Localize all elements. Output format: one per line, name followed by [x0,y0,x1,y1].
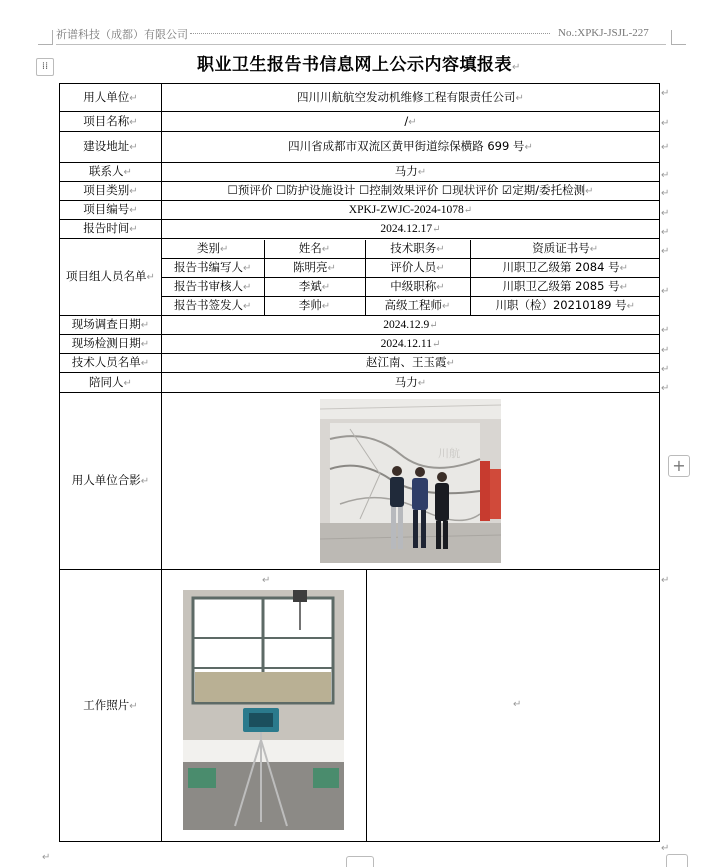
value-project-type: ☐预评价 ☐防护设施设计 ☐控制效果评价 ☐现状评价 ☑定期/委托检测↵ [162,182,660,201]
checkbox-status-eval[interactable]: ☐现状评价 [441,183,499,197]
work-photo[interactable] [183,590,344,830]
row-project-no [60,201,660,220]
label-work-photos: 工作照片↵ [60,570,162,842]
row-end-mark: ↵ [661,227,670,238]
value-test-date[interactable]: 2024.12.11↵ [162,335,660,354]
member-role[interactable]: 报告书审核人↵ [162,277,264,296]
label-contact: 联系人↵ [60,163,162,182]
value-escort[interactable]: 马力↵ [162,373,660,393]
row-report-date [60,220,660,239]
label-escort: 陪同人↵ [60,373,162,393]
info-table [59,83,660,842]
member-cert[interactable]: 川职（检）20210189 号↵ [470,296,660,315]
paragraph-mark: ↵ [42,852,51,863]
header-rule [56,44,666,45]
value-employer[interactable]: 四川川航航空发动机维修工程有限责任公司↵ [162,84,660,112]
table-move-handle[interactable]: ⁞⁞ [36,58,54,76]
row-end-mark: ↵ [661,88,670,99]
value-contact[interactable]: 马力↵ [162,163,660,182]
row-project-name [60,112,660,132]
checkbox-periodic-test[interactable]: ☑定期/委托检测 [501,183,586,197]
member-cert[interactable]: 川职卫乙级第 2085 号↵ [470,277,660,296]
label-group-photo: 用人单位合影↵ [60,393,162,570]
label-address: 建设地址↵ [60,132,162,163]
row-end-mark: ↵ [661,843,670,854]
label-survey-date: 现场调查日期↵ [60,316,162,335]
wall-sign-text: 川航 [438,447,460,460]
label-test-date: 现场检测日期↵ [60,335,162,354]
label-project-no: 项目编号↵ [60,201,162,220]
team-member-row [162,277,660,296]
row-end-mark: ↵ [661,325,670,336]
value-technicians[interactable]: 赵江南、王玉霞↵ [162,354,660,373]
checkbox-control-eval[interactable]: ☐控制效果评价 [358,183,439,197]
value-project-no[interactable]: XPKJ-ZWJC-2024-1078↵ [162,201,660,220]
row-survey-date [60,316,660,335]
row-group-photo [60,393,660,570]
team-header-role: 类别↵ [162,240,264,259]
row-end-mark: ↵ [661,188,670,199]
label-technicians: 技术人员名单↵ [60,354,162,373]
header-company: 祈谱科技（成都）有限公司 [56,28,188,41]
member-title[interactable]: 中级职称↵ [365,277,470,296]
row-employer [60,84,660,112]
row-end-mark: ↵ [661,142,670,153]
label-project-name: 项目名称↵ [60,112,162,132]
member-name[interactable]: 李斌↵ [264,277,365,296]
add-row-button[interactable]: + [668,455,690,477]
row-address [60,132,660,163]
team-header-row [162,240,660,259]
crop-mark-top-right [671,30,686,45]
checkbox-pre-eval[interactable]: ☐预评价 [227,183,273,197]
value-address[interactable]: 四川省成都市双流区黄甲街道综保横路 699 号↵ [162,132,660,163]
member-title[interactable]: 评价人员↵ [365,258,470,277]
member-name[interactable]: 陈明亮↵ [264,258,365,277]
header-doc-number: No.:XPKJ-JSJL-227 [558,27,649,39]
team-header-title: 技术职务↵ [365,240,470,259]
row-end-mark: ↵ [661,118,670,129]
label-team: 项目组人员名单↵ [60,239,162,316]
work-photo-slot-2[interactable]: ↵ [513,699,522,710]
header-dotted-leader [190,33,550,34]
member-title[interactable]: 高级工程师↵ [365,296,470,315]
row-end-mark: ↵ [661,345,670,356]
group-photo-cell [162,393,660,570]
value-survey-date[interactable]: 2024.12.9↵ [162,316,660,335]
row-contact [60,163,660,182]
page-title: 职业卫生报告书信息网上公示内容填报表↵ [197,55,521,75]
row-test-date [60,335,660,354]
value-project-name[interactable]: /↵ [162,112,660,132]
row-technicians [60,354,660,373]
group-photo[interactable] [320,399,501,563]
row-end-mark: ↵ [661,208,670,219]
team-member-row [162,296,660,315]
row-work-photos [60,570,660,842]
team-header-cert: 资质证书号↵ [470,240,660,259]
team-table [162,240,660,315]
row-end-mark: ↵ [661,170,670,181]
team-header-name: 姓名↵ [264,240,365,259]
row-end-mark: ↵ [661,246,670,257]
row-project-type [60,182,660,201]
member-role[interactable]: 报告书编写人↵ [162,258,264,277]
work-photo-slot-1: ↵ [162,570,367,841]
team-member-row [162,258,660,277]
row-end-mark: ↵ [661,575,670,586]
label-employer: 用人单位↵ [60,84,162,112]
work-photos-cell [162,570,660,842]
label-report-date: 报告时间↵ [60,220,162,239]
section-handle[interactable] [346,856,374,867]
row-end-mark: ↵ [661,364,670,375]
checkbox-protection-design[interactable]: ☐防护设施设计 [275,183,356,197]
row-end-mark: ↵ [661,286,670,297]
member-name[interactable]: 李帅↵ [264,296,365,315]
label-project-type: 项目类别↵ [60,182,162,201]
row-end-mark: ↵ [661,383,670,394]
row-escort [60,373,660,393]
row-team [60,239,660,316]
team-cell [162,239,660,316]
crop-mark-top-left [38,30,53,45]
member-role[interactable]: 报告书签发人↵ [162,296,264,315]
value-report-date[interactable]: 2024.12.17↵ [162,220,660,239]
resize-handle[interactable] [666,854,688,867]
member-cert[interactable]: 川职卫乙级第 2084 号↵ [470,258,660,277]
